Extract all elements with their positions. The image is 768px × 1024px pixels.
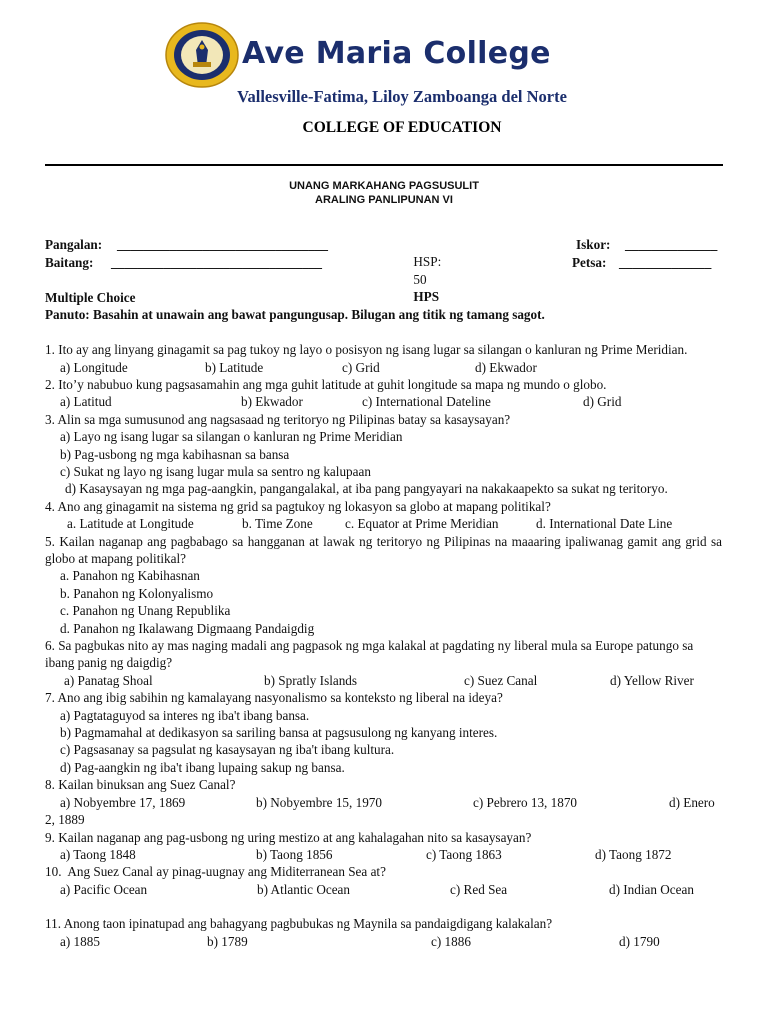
option[interactable]: b) 1789	[207, 933, 248, 949]
option[interactable]: d) Enero	[669, 794, 715, 810]
grade-field[interactable]: ________________________________	[111, 255, 322, 270]
hps-label: HPS	[413, 289, 440, 305]
option[interactable]: c) Sukat ng layo ng isang lugar mula sa sentro ng kalupaan	[60, 464, 371, 480]
options-6	[45, 672, 722, 689]
option[interactable]: b) Nobyembre 15, 1970	[256, 794, 382, 810]
option[interactable]: a) Taong 1848	[60, 846, 136, 862]
option[interactable]: c. Equator at Prime Meridian	[345, 516, 499, 532]
question-9: 9. Kailan naganap ang pag-usbong ng uring mestizo at ang kahalagahan nito sa kasaysayan?	[45, 829, 532, 845]
option[interactable]: d) Kasaysayan ng mga pag-aangkin, pangangalakal, at iba pang pangyayari na nakakaapekto sa sukat ng teritoryo.	[65, 481, 668, 497]
question-6: 6. Sa pagbukas nito ay mas naging madali ang pagpasok ng mga kalakal at pagdating ny liberal mula sa Europe patungo sa ibang panig ng daigdig?	[45, 638, 694, 671]
option-wrap: 2, 1889	[45, 812, 85, 828]
college-seal-logo	[164, 22, 240, 88]
date-label: Petsa:	[572, 255, 607, 270]
option[interactable]: a. Latitude at Longitude	[67, 516, 194, 532]
option[interactable]: a) Longitude	[60, 359, 128, 375]
option[interactable]: b) Atlantic Ocean	[257, 881, 351, 897]
exam-title-line2: ARALING PANLIPUNAN VI	[315, 194, 453, 206]
option[interactable]: a) Nobyembre 17, 1869	[60, 794, 186, 810]
option[interactable]: c) Pagsasanay sa pagsulat ng kasaysayan ng iba't ibang kultura.	[60, 742, 395, 758]
option[interactable]: a. Panahon ng Kabihasnan	[60, 568, 200, 584]
date-field[interactable]: ______________	[619, 255, 712, 270]
department-title: COLLEGE OF EDUCATION	[302, 119, 502, 136]
option[interactable]: d) Pag-aangkin ng iba't ibang lupaing sakup ng bansa.	[60, 759, 345, 775]
options-11	[45, 933, 722, 950]
hsp-value: 50	[413, 271, 427, 287]
question-3: 3. Alin sa mga sumusunod ang nagsasaad ng teritoryo ng Pilipinas batay sa kasaysayan?	[45, 411, 511, 427]
option[interactable]: d) Ekwador	[475, 359, 537, 375]
question-1: 1. Ito ay ang linyang ginagamit sa pag tukoy ng layo o posisyon ng isang lugar sa silangan o kanluran ng Prime Meridian.	[45, 342, 688, 358]
option[interactable]: d) 1790	[619, 933, 660, 949]
option[interactable]: c) Taong 1863	[426, 846, 502, 862]
exam-title-line1: UNANG MARKAHANG PAGSUSULIT	[289, 180, 479, 192]
option[interactable]: c) Suez Canal	[464, 672, 538, 688]
question-10: 10. Ang Suez Canal ay pinag-uugnay ang Miditerranean Sea at?	[45, 864, 386, 880]
college-address: Vallesville-Fatima, Liloy Zamboanga del Norte	[237, 87, 567, 106]
option[interactable]: a) Panatag Shoal	[64, 672, 153, 688]
option[interactable]: c) Red Sea	[450, 881, 508, 897]
question-8: 8. Kailan binuksan ang Suez Canal?	[45, 777, 236, 793]
option[interactable]: b) Pagmamahal at dedikasyon sa sariling bansa at pagsusulong ng kanyang interes.	[60, 725, 498, 741]
option[interactable]: d. International Date Line	[536, 516, 673, 532]
option[interactable]: c. Panahon ng Unang Republika	[60, 603, 231, 619]
option[interactable]: d. Panahon ng Ikalawang Digmaang Pandaigdig	[60, 620, 315, 636]
question-4: 4. Ano ang ginagamit na sistema ng grid sa pagtukoy ng lokasyon sa globo at mapang politikal?	[45, 498, 551, 514]
option[interactable]: d) Indian Ocean	[609, 881, 694, 897]
option[interactable]: a) Layo ng isang lugar sa silangan o kanluran ng Prime Meridian	[60, 429, 403, 445]
section-title: Multiple Choice	[45, 290, 136, 305]
option[interactable]: c) Pebrero 13, 1870	[473, 794, 578, 810]
option[interactable]: b) Taong 1856	[256, 846, 333, 862]
hsp-label: HSP:	[413, 254, 442, 270]
question-7: 7. Ano ang ibig sabihin ng kamalayang nasyonalismo sa konteksto ng liberal na ideya?	[45, 690, 503, 706]
options-1	[45, 359, 722, 376]
option[interactable]: a) Pagtataguyod sa interes ng iba't ibang bansa.	[60, 707, 310, 723]
options-4	[45, 515, 722, 532]
question-2: 2. Ito’y nabubuo kung pagsasamahin ang mga guhit latitude at guhit longitude sa mapa ng mundo o globo.	[45, 377, 607, 392]
header-divider	[45, 164, 723, 166]
options-8	[45, 794, 722, 811]
option[interactable]: c) International Dateline	[362, 394, 491, 410]
option[interactable]: c) Grid	[342, 359, 380, 375]
exam-content	[45, 289, 722, 950]
option[interactable]: d) Yellow River	[610, 672, 694, 688]
college-name: Ave Maria College	[242, 36, 551, 71]
option[interactable]: b. Time Zone	[242, 516, 313, 532]
score-label: Iskor:	[576, 237, 611, 252]
question-5: 5. Kailan naganap ang pagbabago sa hangganan at lawak ng teritoryo ng Pilipinas na maaaring ipaliwanag gamit ang grid sa globo at mapang politikal?	[45, 533, 722, 567]
option[interactable]: b) Ekwador	[241, 394, 303, 410]
options-10	[45, 881, 722, 898]
question-11: 11. Anong taon ipinatupad ang bahagyang pagbubukas ng Maynila sa pandaigdigang kalakalan?	[45, 916, 553, 932]
options-9	[45, 846, 722, 863]
name-field[interactable]: ________________________________	[117, 237, 328, 252]
option[interactable]: d) Taong 1872	[595, 846, 672, 862]
option[interactable]: d) Grid	[583, 394, 622, 410]
option[interactable]: c) 1886	[431, 933, 471, 949]
name-label: Pangalan:	[45, 237, 103, 252]
option[interactable]: b) Latitude	[205, 359, 264, 375]
option[interactable]: b) Spratly Islands	[264, 672, 358, 688]
option[interactable]: a) 1885	[60, 933, 100, 949]
option[interactable]: b. Panahon ng Kolonyalismo	[60, 585, 214, 601]
grade-label: Baitang:	[45, 255, 94, 270]
option[interactable]: a) Pacific Ocean	[60, 881, 148, 897]
option[interactable]: b) Pag-usbong ng mga kabihasnan sa bansa	[60, 446, 290, 462]
score-field[interactable]: ______________	[625, 237, 718, 252]
exam-title	[0, 179, 768, 207]
options-2	[45, 393, 722, 410]
option[interactable]: a) Latitud	[60, 394, 112, 410]
instructions: Panuto: Basahin at unawain ang bawat pangungusap. Bilugan ang titik ng tamang sagot.	[45, 307, 545, 323]
